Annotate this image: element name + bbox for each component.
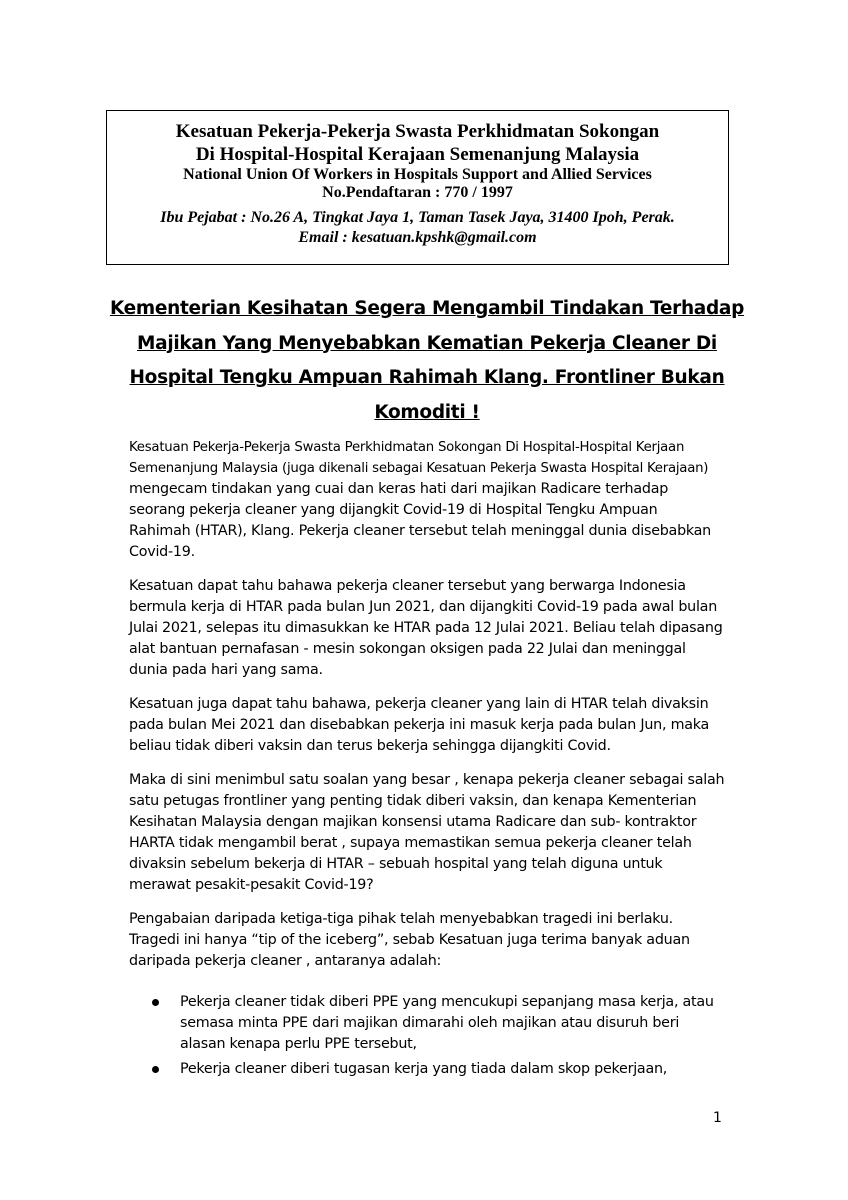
paragraph-2 [129, 576, 729, 681]
text-line: HARTA tidak mengambil berat , supaya memastikan semua pekerja cleaner telah [129, 835, 692, 851]
paragraph-1 [129, 437, 729, 563]
text-line: seorang pekerja cleaner yang dijangkit Covid-19 di Hospital Tengku Ampuan [129, 502, 658, 518]
text-line: Kesihatan Malaysia dengan majikan konsensi utama Radicare dan sub- kontraktor [129, 814, 697, 830]
text-line: satu petugas frontliner yang penting tidak diberi vaksin, dan kenapa Kementerian [129, 793, 697, 809]
text-line: daripada pekerja cleaner , antaranya adalah: [129, 953, 442, 969]
paragraph-4 [129, 770, 729, 896]
registration-number: No.Pendaftaran : 770 / 1997 [322, 184, 513, 201]
text-line: Julai 2021, selepas itu dimasukkan ke HTAR pada 12 Julai 2021. Beliau telah dipasang [129, 620, 723, 636]
list-item [129, 1059, 729, 1080]
text-line: divaksin sebelum bekerja di HTAR – sebuah hospital yang telah diguna untuk [129, 856, 663, 872]
union-english-name: National Union Of Workers in Hospitals Support and Allied Services [183, 166, 652, 183]
title-line: Komoditi ! [374, 401, 480, 423]
union-name-line1: Kesatuan Pekerja-Pekerja Swasta Perkhidmatan Sokongan [175, 121, 660, 142]
text-line: Kesatuan dapat tahu bahawa pekerja cleaner tersebut yang berwarga Indonesia [129, 578, 686, 594]
title-line: Kementerian Kesihatan Segera Mengambil Tindakan Terhadap [109, 298, 745, 319]
text-line: Pengabaian daripada ketiga-tiga pihak telah menyebabkan tragedi ini berlaku. [129, 911, 673, 927]
union-name-line2: Di Hospital-Hospital Kerajaan Semenanjung Malaysia [195, 144, 640, 165]
text-line: alat bantuan pernafasan - mesin sokongan oksigen pada 22 Julai dan meninggal [129, 641, 686, 657]
list-item [129, 992, 729, 1055]
text-line: Kesatuan juga dapat tahu bahawa, pekerja cleaner yang lain di HTAR telah divaksin [129, 696, 709, 712]
text-line: Maka di sini menimbul satu soalan yang besar , kenapa pekerja cleaner sebagai salah [129, 772, 725, 788]
text-line: Semenanjung Malaysia (juga dikenali sebagai Kesatuan Pekerja Swasta Hospital Kerajaan) [129, 461, 709, 476]
text-line: Pekerja cleaner tidak diberi PPE yang mencukupi sepanjang masa kerja, atau [180, 994, 714, 1010]
paragraph-5 [129, 909, 729, 972]
text-line: bermula kerja di HTAR pada bulan Jun 2021, dan dijangkiti Covid-19 pada awal bulan [129, 599, 718, 615]
text-line: pada bulan Mei 2021 dan disebabkan pekerja ini masuk kerja pada bulan Jun, maka [129, 717, 710, 733]
text-line: Pekerja cleaner diberi tugasan kerja yang tiada dalam skop pekerjaan, [180, 1061, 668, 1077]
text-line: dunia pada hari yang sama. [129, 662, 323, 678]
text-line: semasa minta PPE dari majikan dimarahi oleh majikan atau disuruh beri [180, 1015, 680, 1031]
text-line: Covid-19. [129, 544, 195, 560]
email-address: Email : kesatuan.kpshk@gmail.com [298, 229, 537, 246]
text-line: merawat pesakit-pesakit Covid-19? [129, 877, 374, 893]
title-line: Majikan Yang Menyebabkan Kematian Pekerja Cleaner Di [137, 332, 717, 354]
office-address: Ibu Pejabat : No.26 A, Tingkat Jaya 1, Taman Tasek Jaya, 31400 Ipoh, Perak. [160, 209, 675, 226]
bullet-icon [152, 999, 159, 1006]
bullet-icon [152, 1066, 159, 1073]
text-line: beliau tidak diberi vaksin dan terus bekerja sehingga dijangkiti Covid. [129, 738, 611, 754]
page-number: 1 [713, 1110, 722, 1126]
text-line: Tragedi ini hanya “tip of the iceberg”, sebab Kesatuan juga terima banyak aduan [129, 932, 690, 948]
text-line: Kesatuan Pekerja-Pekerja Swasta Perkhidmatan Sokongan Di Hospital-Hospital Kerjaan [129, 440, 685, 455]
document-body [129, 437, 729, 1084]
complaint-list [129, 992, 729, 1080]
title-line: Hospital Tengku Ampuan Rahimah Klang. Frontliner Bukan [129, 367, 725, 388]
paragraph-3 [129, 694, 729, 757]
text-line: alasan kenapa perlu PPE tersebut, [180, 1036, 417, 1052]
text-line: Rahimah (HTAR), Klang. Pekerja cleaner tersebut telah meninggal dunia disebabkan [129, 523, 711, 539]
text-line: mengecam tindakan yang cuai dan keras hati dari majikan Radicare terhadap [129, 481, 669, 497]
document-title [96, 292, 758, 430]
letterhead [106, 110, 729, 265]
